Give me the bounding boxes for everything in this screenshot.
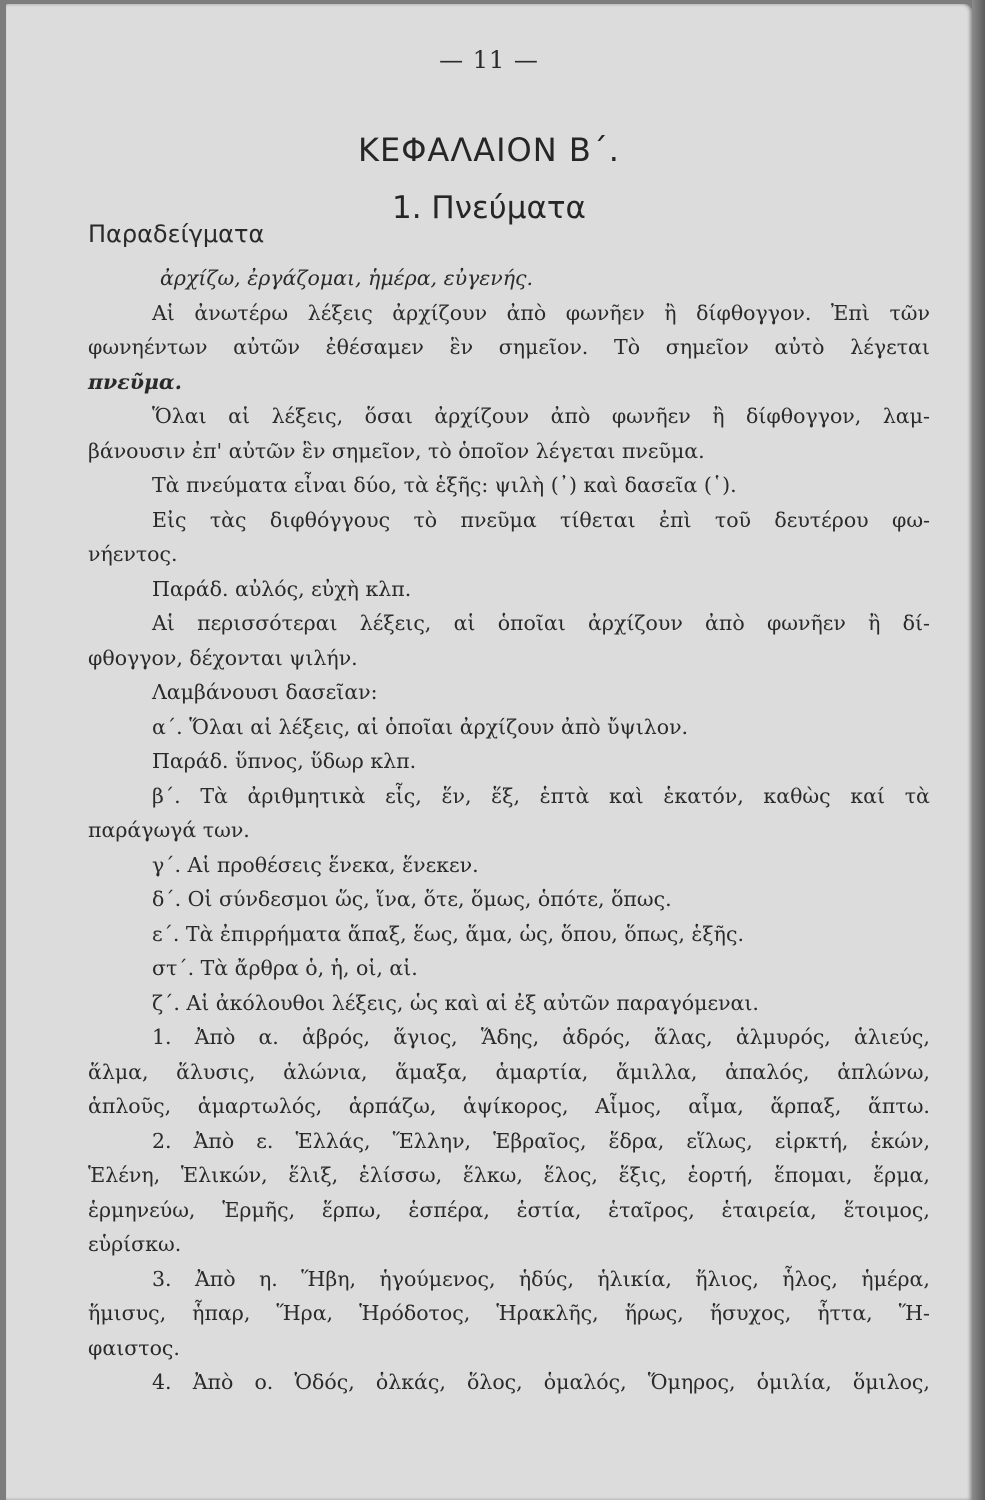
scanned-page (6, 4, 972, 1500)
text-line: Τὰ πνεύματα εἶναι δύο, τὰ ἑξῆς: ψιλὴ (᾿) καὶ δασεῖα (῾). (152, 473, 737, 497)
text-line: Παράδ. ὕπνος, ὕδωρ κλπ. (152, 749, 417, 773)
text-line: στ΄. Τὰ ἄρθρα ὁ, ἡ, οἱ, αἱ. (152, 956, 418, 980)
examples-label: Παραδείγματα (88, 220, 265, 248)
text-line: 4. Ἀπὸ ο. Ὁδός, ὁλκάς, ὅλος, ὁμαλός, Ὅμηρος, ὁμιλία, ὅμιλος, (152, 1370, 930, 1394)
text-line: 2. Ἀπὸ ε. Ἑλλάς, Ἕλλην, Ἑβραῖος, ἕδρα, εἵλως, εἱρκτή, ἑκών, (152, 1128, 930, 1153)
text-line: φθογγον, δέχονται ψιλήν. (88, 645, 358, 670)
text-line: ἑρμηνεύω, Ἑρμῆς, ἕρπω, ἑσπέρα, ἑστία, ἑταῖρος, ἑταιρεία, ἕτοιμος, (88, 1197, 930, 1222)
chapter-title: ΚΕΦΑΛΑΙΟΝ Β΄. (358, 131, 620, 169)
text-line: Λαμβάνουσι δασεῖαν: (152, 680, 378, 704)
text-line: 3. Ἀπὸ η. Ἥβη, ἡγούμενος, ἡδύς, ἡλικία, ἥλιος, ἧλος, ἡμέρα, (152, 1266, 930, 1291)
text-line: δ΄. Οἱ σύνδεσμοι ὥς, ἵνα, ὅτε, ὅμως, ὁπότε, ὅπως. (152, 887, 672, 911)
text-line: ζ΄. Αἱ ἀκόλουθοι λέξεις, ὡς καὶ αἱ ἐξ αὐτῶν παραγόμεναι. (152, 990, 759, 1015)
text-line: ε΄. Τὰ ἐπιρρήματα ἅπαξ, ἕως, ἅμα, ὡς, ὅπου, ὅπως, ἑξῆς. (152, 921, 744, 946)
page-number: — 11 — (439, 46, 539, 74)
text-line: πνεῦμα. (88, 369, 182, 394)
text-line: ἥμισυς, ἧπαρ, Ἥρα, Ἡρόδοτος, Ἡρακλῆς, ἥρως, ἥσυχος, ἧττα, Ἥ- (88, 1301, 930, 1325)
text-line: γ΄. Αἱ προθέσεις ἕνεκα, ἕνεκεν. (152, 852, 479, 877)
text-line: Αἱ ἀνωτέρω λέξεις ἀρχίζουν ἀπὸ φωνῆεν ἢ δίφθογγον. Ἐπὶ τῶν (152, 300, 930, 325)
text-line: παράγωγά των. (88, 818, 250, 842)
text-line: Παράδ. αὐλός, εὐχὴ κλπ. (152, 576, 412, 601)
text-line: Εἰς τὰς διφθόγγους τὸ πνεῦμα τίθεται ἐπὶ τοῦ δευτέρου φω- (152, 507, 930, 532)
text-line: Ὅλαι αἱ λέξεις, ὅσαι ἀρχίζουν ἀπὸ φωνῆεν ἢ δίφθογγον, λαμ- (152, 404, 930, 428)
text-line: β΄. Τὰ ἀριθμητικὰ εἷς, ἕν, ἕξ, ἑπτὰ καὶ ἑκατόν, καθὼς καί τὰ (152, 783, 930, 808)
text-line: ἀρχίζω, ἐργάζομαι, ἡμέρα, εὐγενής. (160, 266, 534, 290)
text-line: εὑρίσκω. (88, 1232, 182, 1256)
text-line: φαιστος. (88, 1335, 180, 1360)
text-line: νήεντος. (88, 542, 178, 566)
body-text (88, 261, 930, 1400)
text-line: α΄. Ὅλαι αἱ λέξεις, αἱ ὁποῖαι ἀρχίζουν ἀπὸ ὔψιλον. (152, 714, 689, 739)
text-line: βάνουσιν ἐπ' αὐτῶν ἓν σημεῖον, τὸ ὁποῖον λέγεται πνεῦμα. (88, 438, 705, 463)
text-line: φωνηέντων αὐτῶν ἐθέσαμεν ἓν σημεῖον. Τὸ σημεῖον αὐτὸ λέγεται (88, 335, 930, 359)
section-title: 1. Πνεύματα (391, 190, 586, 226)
page-edge-shadow (972, 0, 985, 1500)
text-line: Ἑλένη, Ἑλικών, ἕλιξ, ἑλίσσω, ἕλκω, ἕλος, ἕξις, ἑορτή, ἕπομαι, ἕρμα, (88, 1163, 930, 1187)
text-line: ἅλμα, ἅλυσις, ἁλώνια, ἅμαξα, ἁμαρτία, ἅμιλλα, ἁπαλός, ἁπλώνω, (88, 1059, 930, 1084)
text-line: 1. Ἀπὸ α. ἁβρός, ἅγιος, Ἅδης, ἁδρός, ἅλας, ἁλμυρός, ἁλιεύς, (152, 1025, 930, 1049)
text-line: ἁπλοῦς, ἁμαρτωλός, ἁρπάζω, ἁψίκορος, Αἷμος, αἷμα, ἅρπαξ, ἅπτω. (88, 1094, 930, 1118)
text-line: Αἱ περισσότεραι λέξεις, αἱ ὁποῖαι ἀρχίζουν ἀπὸ φωνῆεν ἢ δί- (152, 611, 930, 635)
